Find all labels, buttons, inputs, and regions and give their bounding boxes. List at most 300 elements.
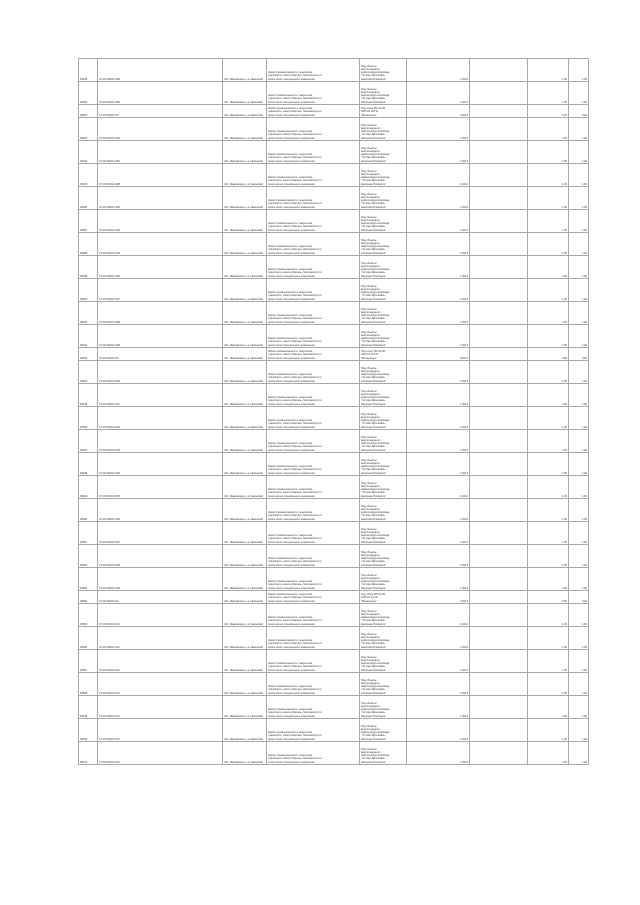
table-row — [79, 568, 589, 591]
value-text: 1,00 — [581, 297, 587, 301]
share-text: 1,00 — [561, 297, 567, 301]
address-cell — [223, 742, 267, 765]
share-text: 1,00 — [561, 691, 567, 695]
row-number-cell — [79, 256, 98, 279]
row-number-cell — [79, 325, 98, 348]
share-text: 1,00 — [561, 668, 567, 672]
table-row — [79, 279, 589, 302]
row-number-text: 00492 — [80, 343, 88, 347]
permitted-use-cell — [360, 453, 407, 476]
land-category-cell — [267, 141, 360, 164]
value-text: 1,00 — [581, 714, 587, 718]
share-text: 1,00 — [561, 563, 567, 567]
value-cell — [569, 591, 589, 604]
share-cell — [528, 118, 569, 141]
value-cell — [569, 256, 589, 279]
share-cell — [528, 453, 569, 476]
table-row — [79, 118, 589, 141]
empty-cell — [470, 361, 528, 384]
table-row — [79, 325, 589, 348]
table-row — [79, 499, 589, 522]
area-cell — [407, 407, 470, 430]
land-category-cell — [267, 719, 360, 742]
value-text: 1,00 — [581, 586, 587, 590]
address-cell — [223, 407, 267, 430]
cadastral-number-cell — [98, 476, 223, 499]
cadastral-number-cell — [98, 591, 223, 604]
area-cell — [407, 604, 470, 627]
land-category-text: Земли промышленности, энергетики, транспорта, земли обороны, безопасности и земли иного специального назначения — [268, 465, 322, 475]
area-text: 1,0014 — [460, 77, 468, 81]
area-text: 1,0014 — [460, 691, 468, 695]
share-text: 1,00 — [561, 205, 567, 209]
value-cell — [569, 279, 589, 302]
land-category-text: Земли промышленности, энергетики, транспорта, земли обороны, безопасности и земли иного специального назначения — [268, 337, 322, 347]
land-category-text: Земли промышленности, энергетики, транспорта, земли обороны, безопасности и земли иного специального назначения — [268, 199, 322, 209]
address-cell — [223, 476, 267, 499]
permitted-use-text: Под объекты внеплощадного нефтепродуктопровода " Кстово-Ярославль- Нагорная-Приморск" — [361, 747, 390, 764]
empty-cell — [470, 568, 528, 591]
area-text: 1,0014 — [460, 737, 468, 741]
area-text: 1,0014 — [460, 586, 468, 590]
permitted-use-cell — [360, 233, 407, 256]
share-text: 1,00 — [561, 540, 567, 544]
table-row — [79, 696, 589, 719]
cadastral-number-text: 37:16:010214:202 — [99, 425, 120, 429]
row-number-text: 00511 — [80, 760, 88, 764]
address-text: обл. Ивановская, р-н Савинский — [224, 379, 263, 383]
row-number-text: 00504 — [80, 599, 88, 603]
land-category-cell — [267, 545, 360, 568]
area-cell — [407, 325, 470, 348]
cadastral-number-text: 37:16:010214:213 — [99, 691, 120, 695]
area-cell — [407, 545, 470, 568]
cadastral-number-cell — [98, 453, 223, 476]
area-cell — [407, 453, 470, 476]
cadastral-number-text: 37:16:010214:197 — [99, 297, 120, 301]
table-row — [79, 742, 589, 765]
value-text: 1,00 — [581, 737, 587, 741]
area-cell — [407, 348, 470, 361]
table-row — [79, 476, 589, 499]
value-cell — [569, 384, 589, 407]
permitted-use-text: Под объекты внеплощадного нефтепродуктопровода " Кстово-Ярославль- Нагорная-Приморск" — [361, 655, 390, 672]
address-text: обл. Ивановская, р-н Савинский — [224, 691, 263, 695]
address-text: обл. Ивановская, р-н Савинский — [224, 228, 263, 232]
value-text: 1,00 — [581, 159, 587, 163]
share-cell — [528, 384, 569, 407]
table-row — [79, 591, 589, 604]
address-cell — [223, 696, 267, 719]
area-text: 1,0014 — [460, 136, 468, 140]
area-text: 1,0014 — [460, 471, 468, 475]
share-cell — [528, 348, 569, 361]
cadastral-number-cell — [98, 361, 223, 384]
empty-cell — [470, 407, 528, 430]
value-cell — [569, 430, 589, 453]
permitted-use-text: Под объекты внеплощадного нефтепродуктопровода " Кстово-Ярославль- Нагорная-Приморск" — [361, 632, 390, 649]
row-number-cell — [79, 187, 98, 210]
share-cell — [528, 59, 569, 82]
permitted-use-cell — [360, 673, 407, 696]
cadastral-number-text: 37:16:010214:204 — [99, 471, 120, 475]
share-cell — [528, 164, 569, 187]
land-category-cell — [267, 105, 360, 118]
land-category-cell — [267, 591, 360, 604]
area-cell — [407, 522, 470, 545]
area-cell — [407, 256, 470, 279]
value-cell — [569, 82, 589, 105]
row-number-cell — [79, 59, 98, 82]
land-category-text: Земли промышленности, энергетики, транспорта, земли обороны, безопасности и земли иного специального назначения — [268, 222, 322, 232]
land-category-cell — [267, 568, 360, 591]
empty-cell — [470, 476, 528, 499]
land-category-text: Земли промышленности, энергетики, транспорта, земли обороны, безопасности и земли иного специального назначения — [268, 511, 322, 521]
permitted-use-cell — [360, 522, 407, 545]
permitted-use-cell — [360, 187, 407, 210]
row-number-cell — [79, 105, 98, 118]
value-text: 1,00 — [581, 77, 587, 81]
cadastral-number-cell — [98, 568, 223, 591]
row-number-text: 00498 — [80, 471, 88, 475]
row-number-text: 00494 — [80, 379, 88, 383]
permitted-use-text: Под объекты внеплощадного нефтепродуктопровода " Кстово-Ярославль- Нагорная-Приморск" — [361, 481, 390, 498]
value-text: 0,04 — [581, 113, 587, 117]
land-plots-table — [78, 58, 589, 765]
table-body — [79, 59, 589, 765]
share-text: 1,00 — [561, 251, 567, 255]
address-cell — [223, 325, 267, 348]
cadastral-number-cell — [98, 545, 223, 568]
address-text: обл. Ивановская, р-н Савинский — [224, 645, 263, 649]
value-text: 1,00 — [581, 136, 587, 140]
address-text: обл. Ивановская, р-н Савинский — [224, 563, 263, 567]
permitted-use-cell — [360, 105, 407, 118]
row-number-cell — [79, 384, 98, 407]
land-category-text: Земли промышленности, энергетики, транспорта, земли обороны, безопасности и земли иного специального назначения — [268, 94, 322, 104]
row-number-text: 00502 — [80, 563, 88, 567]
land-category-cell — [267, 302, 360, 325]
value-text: 1,00 — [581, 448, 587, 452]
share-text: 1,00 — [561, 77, 567, 81]
cadastral-number-text: 37:16:010214:207 — [99, 540, 120, 544]
value-text: 1,00 — [581, 182, 587, 186]
land-category-text: Земли промышленности, энергетики, транспорта, земли обороны, безопасности и земли иного специального назначения — [268, 268, 322, 278]
share-cell — [528, 696, 569, 719]
row-number-text: 00496 — [80, 425, 88, 429]
land-category-text: Земли промышленности, энергетики, транспорта, земли обороны, безопасности и земли иного специального назначения — [268, 580, 322, 590]
address-text: обл. Ивановская, р-н Савинский — [224, 448, 263, 452]
permitted-use-text: Под объекты внеплощадного нефтепродуктопровода " Кстово-Ярославль- Нагорная-Приморск" — [361, 192, 390, 209]
land-category-cell — [267, 210, 360, 233]
share-text: 1,00 — [561, 586, 567, 590]
address-text: обл. Ивановская, р-н Савинский — [224, 599, 263, 603]
share-cell — [528, 210, 569, 233]
address-cell — [223, 522, 267, 545]
row-number-cell — [79, 82, 98, 105]
value-text: 0,00 — [581, 356, 587, 360]
address-text: обл. Ивановская, р-н Савинский — [224, 343, 263, 347]
address-cell — [223, 361, 267, 384]
value-text: 1,00 — [581, 402, 587, 406]
permitted-use-cell — [360, 650, 407, 673]
cadastral-number-cell — [98, 302, 223, 325]
area-text: 1,0014 — [460, 540, 468, 544]
cadastral-number-text: 37:16:010214:189 — [99, 100, 120, 104]
area-cell — [407, 476, 470, 499]
row-number-text: 00503 — [80, 586, 88, 590]
permitted-use-cell — [360, 476, 407, 499]
cadastral-number-cell — [98, 118, 223, 141]
table-row — [79, 348, 589, 361]
area-text: 1,0014 — [460, 645, 468, 649]
area-cell — [407, 141, 470, 164]
area-cell — [407, 499, 470, 522]
value-cell — [569, 118, 589, 141]
share-cell — [528, 233, 569, 256]
cadastral-number-text: 37:16:010214:188 — [99, 182, 120, 186]
land-category-cell — [267, 59, 360, 82]
cadastral-number-cell — [98, 673, 223, 696]
area-cell — [407, 361, 470, 384]
land-category-text: Земли промышленности, энергетики, транспорта, земли обороны, безопасности и земли иного специального назначения — [268, 130, 322, 140]
share-cell — [528, 476, 569, 499]
permitted-use-cell — [360, 407, 407, 430]
land-category-text: Земли промышленности, энергетики, транспорта, земли обороны, безопасности и земли иного специального назначения — [268, 488, 322, 498]
land-category-cell — [267, 499, 360, 522]
share-cell — [528, 627, 569, 650]
value-cell — [569, 719, 589, 742]
value-cell — [569, 673, 589, 696]
row-number-cell — [79, 696, 98, 719]
permitted-use-text: Под объекты внеплощадного нефтепродуктопровода " Кстово-Ярославль- Нагорная-Приморск" — [361, 64, 390, 81]
permitted-use-cell — [360, 696, 407, 719]
share-cell — [528, 302, 569, 325]
empty-cell — [470, 719, 528, 742]
empty-cell — [470, 696, 528, 719]
area-text: 1,0014 — [460, 425, 468, 429]
area-cell — [407, 627, 470, 650]
share-cell — [528, 568, 569, 591]
row-number-text: 00507 — [80, 668, 88, 672]
value-text: 1,00 — [581, 228, 587, 232]
row-number-text: 00510 — [80, 737, 88, 741]
address-cell — [223, 210, 267, 233]
permitted-use-text: Под объекты внеплощадного нефтепродуктопровода " Кстово-Ярославль- Нагорная-Приморск" — [361, 458, 390, 475]
cadastral-number-cell — [98, 59, 223, 82]
address-cell — [223, 302, 267, 325]
row-number-text: 00461 — [80, 113, 88, 117]
row-number-cell — [79, 476, 98, 499]
share-cell — [528, 604, 569, 627]
address-cell — [223, 604, 267, 627]
address-cell — [223, 105, 267, 118]
address-cell — [223, 453, 267, 476]
area-cell — [407, 591, 470, 604]
row-number-text: 00486 — [80, 205, 88, 209]
share-cell — [528, 719, 569, 742]
cadastral-number-text: 37:16:010214:199 — [99, 343, 120, 347]
address-cell — [223, 568, 267, 591]
value-cell — [569, 499, 589, 522]
cadastral-number-text: 37:16:010214:215 — [99, 737, 120, 741]
land-category-cell — [267, 279, 360, 302]
address-text: обл. Ивановская, р-н Савинский — [224, 274, 263, 278]
cadastral-number-text: 37:16:010214:212 — [99, 668, 120, 672]
area-cell — [407, 210, 470, 233]
table-row — [79, 164, 589, 187]
value-cell — [569, 650, 589, 673]
value-cell — [569, 568, 589, 591]
value-cell — [569, 627, 589, 650]
area-text: 1,0014 — [460, 494, 468, 498]
share-cell — [528, 545, 569, 568]
area-text: 1,0014 — [460, 379, 468, 383]
area-text: 1,0014 — [460, 760, 468, 764]
share-text: 1,00 — [561, 448, 567, 452]
permitted-use-text: Под объекты внеплощадного нефтепродуктопровода " Кстово-Ярославль- Нагорная-Приморск" — [361, 527, 390, 544]
value-text: 1,00 — [581, 251, 587, 255]
empty-cell — [470, 59, 528, 82]
empty-cell — [470, 187, 528, 210]
address-text: обл. Ивановская, р-н Савинский — [224, 540, 263, 544]
cadastral-number-cell — [98, 384, 223, 407]
address-text: обл. Ивановская, р-н Савинский — [224, 714, 263, 718]
empty-cell — [470, 650, 528, 673]
address-text: обл. Ивановская, р-н Савинский — [224, 402, 263, 406]
area-text: 1,0014 — [460, 448, 468, 452]
table-row — [79, 302, 589, 325]
address-cell — [223, 256, 267, 279]
permitted-use-text: Под объекты внеплощадного нефтепродуктопровода " Кстово-Ярославль- Нагорная-Приморск" — [361, 146, 390, 163]
area-text: 1,0014 — [460, 517, 468, 521]
cadastral-number-cell — [98, 627, 223, 650]
cadastral-number-text: 37:16:010214:190 — [99, 205, 120, 209]
area-text: 1,0014 — [460, 274, 468, 278]
empty-cell — [470, 233, 528, 256]
permitted-use-text: Под объекты внеплощадного нефтепродуктопровода " Кстово-Ярославль- Нагорная-Приморск" — [361, 573, 390, 590]
value-text: 1,00 — [581, 471, 587, 475]
address-cell — [223, 499, 267, 522]
row-number-text: 00488 — [80, 251, 88, 255]
value-text: 1,00 — [581, 425, 587, 429]
permitted-use-cell — [360, 591, 407, 604]
cadastral-number-cell — [98, 522, 223, 545]
table-row — [79, 522, 589, 545]
row-number-cell — [79, 430, 98, 453]
value-cell — [569, 453, 589, 476]
share-cell — [528, 105, 569, 118]
land-category-cell — [267, 453, 360, 476]
row-number-text: 00463 — [80, 159, 88, 163]
land-category-text: Земли промышленности, энергетики, транспорта, земли обороны, безопасности и земли иного специального назначения — [268, 153, 322, 163]
permitted-use-cell — [360, 361, 407, 384]
table-row — [79, 384, 589, 407]
land-category-text: Земли промышленности, энергетики, транспорта, земли обороны, безопасности и земли иного специального назначения — [268, 662, 322, 672]
cadastral-number-cell — [98, 407, 223, 430]
empty-cell — [470, 453, 528, 476]
share-cell — [528, 141, 569, 164]
table-row — [79, 256, 589, 279]
share-cell — [528, 187, 569, 210]
cadastral-number-text: 37:16:010214:184 — [99, 136, 120, 140]
land-category-cell — [267, 82, 360, 105]
cadastral-number-cell — [98, 430, 223, 453]
cadastral-number-cell — [98, 604, 223, 627]
empty-cell — [470, 522, 528, 545]
area-text: 1,0014 — [460, 297, 468, 301]
cadastral-number-cell — [98, 233, 223, 256]
land-category-text: Земли промышленности, энергетики, транспорта, земли обороны, безопасности и земли иного специального назначения — [268, 616, 322, 626]
address-cell — [223, 164, 267, 187]
area-text: 0,0014 — [460, 599, 468, 603]
address-text: обл. Ивановская, р-н Савинский — [224, 136, 263, 140]
permitted-use-cell — [360, 82, 407, 105]
permitted-use-cell — [360, 325, 407, 348]
empty-cell — [470, 627, 528, 650]
land-category-text: Земли промышленности, энергетики, транспорта, земли обороны, безопасности и земли иного специального назначения — [268, 107, 322, 117]
address-cell — [223, 82, 267, 105]
row-number-cell — [79, 453, 98, 476]
row-number-cell — [79, 604, 98, 627]
area-cell — [407, 742, 470, 765]
area-cell — [407, 118, 470, 141]
empty-cell — [470, 348, 528, 361]
table-row — [79, 187, 589, 210]
area-text: 1,0014 — [460, 251, 468, 255]
share-text: 1,00 — [561, 100, 567, 104]
empty-cell — [470, 302, 528, 325]
permitted-use-cell — [360, 141, 407, 164]
share-cell — [528, 430, 569, 453]
address-cell — [223, 59, 267, 82]
cadastral-number-text: 37:16:010214:200 — [99, 379, 120, 383]
permitted-use-cell — [360, 384, 407, 407]
area-text: 1,0014 — [460, 159, 468, 163]
value-text: 1,00 — [581, 563, 587, 567]
permitted-use-cell — [360, 604, 407, 627]
permitted-use-text: Под опору ВЛ-10 кВ ЛЭП-10 на ПС "Вознесенье" — [361, 107, 385, 117]
row-number-cell — [79, 650, 98, 673]
value-text: 1,00 — [581, 645, 587, 649]
empty-cell — [470, 279, 528, 302]
share-text: 1,00 — [561, 425, 567, 429]
row-number-cell — [79, 348, 98, 361]
cadastral-number-cell — [98, 105, 223, 118]
land-category-cell — [267, 430, 360, 453]
value-cell — [569, 325, 589, 348]
row-number-cell — [79, 719, 98, 742]
permitted-use-cell — [360, 118, 407, 141]
cadastral-number-cell — [98, 348, 223, 361]
cadastral-number-text: 37:16:010214:196 — [99, 274, 120, 278]
permitted-use-cell — [360, 210, 407, 233]
cadastral-number-text: 37:16:010214:198 — [99, 320, 120, 324]
cadastral-number-cell — [98, 82, 223, 105]
address-text: обл. Ивановская, р-н Савинский — [224, 425, 263, 429]
permitted-use-text: Под объекты внеплощадного нефтепродуктопровода " Кстово-Ярославль- Нагорная-Приморск" — [361, 87, 390, 104]
address-text: обл. Ивановская, р-н Савинский — [224, 251, 263, 255]
permitted-use-text: Под объекты внеплощадного нефтепродуктопровода " Кстово-Ярославль- Нагорная-Приморск" — [361, 366, 390, 383]
value-text: 1,00 — [581, 622, 587, 626]
permitted-use-text: Под объекты внеплощадного нефтепродуктопровода " Кстово-Ярославль- Нагорная-Приморск" — [361, 284, 390, 301]
address-cell — [223, 348, 267, 361]
land-category-text: Земли промышленности, энергетики, транспорта, земли обороны, безопасности и земли иного специального назначения — [268, 442, 322, 452]
area-cell — [407, 302, 470, 325]
row-number-text: 00465 — [80, 182, 88, 186]
row-number-cell — [79, 361, 98, 384]
share-cell — [528, 325, 569, 348]
